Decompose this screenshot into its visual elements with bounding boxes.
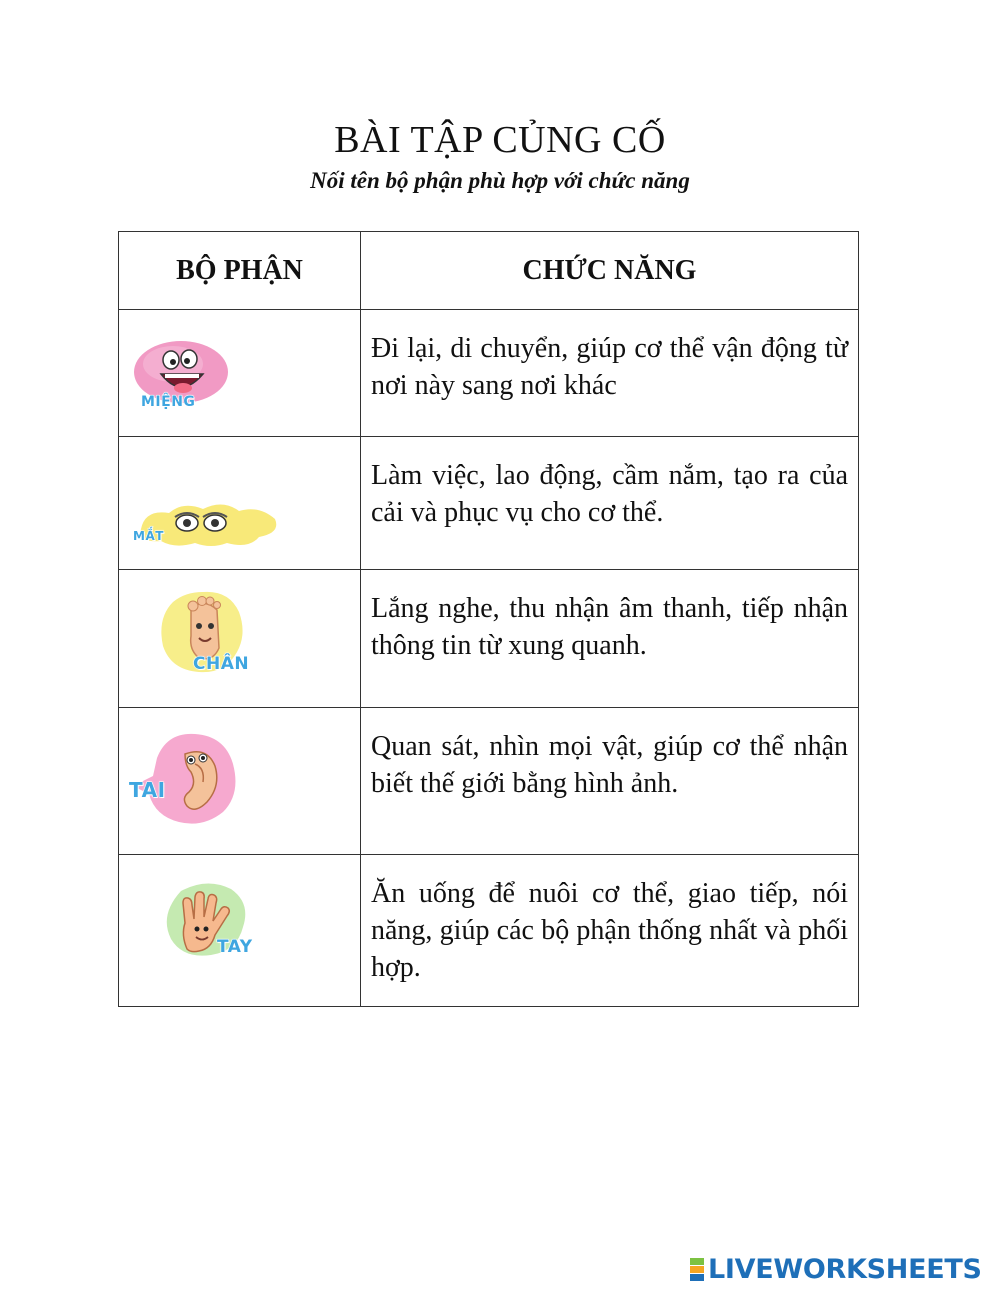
instruction-subtitle: Nối tên bộ phận phù hợp với chức năng bbox=[310, 168, 690, 193]
table-row bbox=[119, 437, 859, 570]
function-cell-4[interactable]: Quan sát, nhìn mọi vật, giúp cơ thể nhận biết thế giới bằng hình ảnh. bbox=[361, 708, 859, 855]
brand-name: LIVEWORKSHEETS bbox=[708, 1253, 982, 1285]
function-cell-1[interactable]: Đi lại, di chuyển, giúp cơ thể vận động từ nơi này sang nơi khác bbox=[361, 310, 859, 437]
matching-table bbox=[118, 231, 859, 1007]
table-row bbox=[119, 708, 859, 855]
header-part: BỘ PHẬN bbox=[119, 232, 361, 310]
ear-sticker[interactable] bbox=[127, 728, 239, 828]
part-cell-ear[interactable] bbox=[119, 708, 361, 855]
table-header-row bbox=[119, 232, 859, 310]
header-function: CHỨC NĂNG bbox=[361, 232, 859, 310]
part-label-eyes: MẮT bbox=[133, 529, 164, 543]
foot-sticker[interactable] bbox=[159, 588, 250, 680]
table-row bbox=[119, 310, 859, 437]
function-cell-5[interactable]: Ăn uống để nuôi cơ thể, giao tiếp, nói năng, giúp các bộ phận thống nhất và phối hợp. bbox=[361, 855, 859, 1007]
liveworksheets-mark-icon bbox=[690, 1258, 704, 1281]
part-cell-foot[interactable] bbox=[119, 570, 361, 708]
table-row bbox=[119, 570, 859, 708]
hand-sticker[interactable] bbox=[161, 879, 253, 965]
part-label-mouth: MIỆNG bbox=[141, 394, 196, 410]
table-row bbox=[119, 855, 859, 1007]
page-title: BÀI TẬP CỦNG CỐ bbox=[334, 119, 666, 161]
part-cell-mouth[interactable] bbox=[119, 310, 361, 437]
liveworksheets-logo[interactable] bbox=[690, 1252, 990, 1286]
mouth-sticker[interactable] bbox=[131, 338, 231, 410]
part-cell-eyes[interactable] bbox=[119, 437, 361, 570]
function-cell-2[interactable]: Làm việc, lao động, cầm nắm, tạo ra của cải và phục vụ cho cơ thể. bbox=[361, 437, 859, 570]
part-label-ear: TAI bbox=[129, 778, 166, 802]
part-label-foot: CHÂN bbox=[193, 654, 250, 674]
part-cell-hand[interactable] bbox=[119, 855, 361, 1007]
function-cell-3[interactable]: Lắng nghe, thu nhận âm thanh, tiếp nhận thông tin từ xung quanh. bbox=[361, 570, 859, 708]
eyes-sticker[interactable] bbox=[131, 499, 279, 549]
part-label-hand: TAY bbox=[217, 937, 253, 957]
